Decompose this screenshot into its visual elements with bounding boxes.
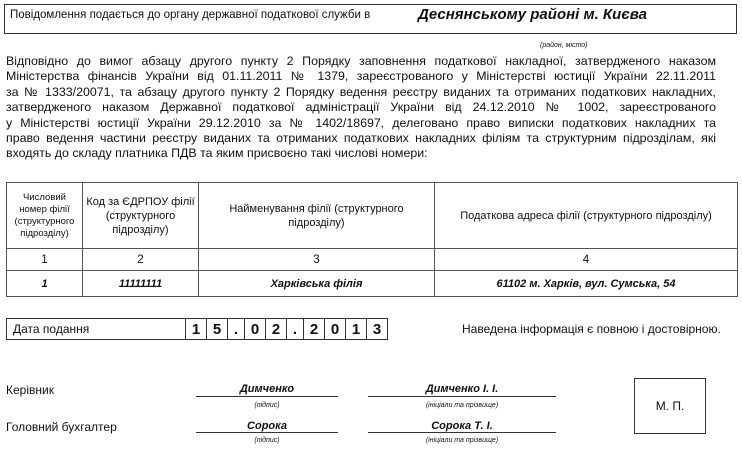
director-name-line — [368, 396, 556, 397]
director-name: Димченко І. І. — [425, 383, 499, 395]
director-signature-caption: (підпис) — [254, 402, 280, 409]
paragraph-line: у Міністерстві юстиції України 29.12.2010 за № 1402/18697, делеговано право виписки податкових накладних та — [6, 115, 716, 130]
director-signature-line — [196, 396, 338, 397]
branches-table — [6, 182, 738, 297]
director-signature: Димченко — [239, 383, 295, 395]
paragraph-line: за № 1333/20071, та абзацу другого пункту 2 Порядку ведення реєстру виданих та отриманих податкових накладних, — [6, 84, 716, 99]
table-header-row — [7, 183, 738, 249]
tax-office-caption: (район, місто) — [540, 42, 588, 49]
delegation-paragraph — [6, 54, 716, 162]
table-row — [7, 271, 738, 297]
paragraph-line: затвердженого наказом Державної податкової адміністрації України від 24.12.2010 № 1002, зареєстрованого — [6, 100, 716, 115]
date-cell: 2 — [266, 318, 287, 340]
confirmation-text: Наведена інформація є повною і достовірною. — [462, 322, 721, 336]
table-column-numbers-row — [7, 249, 738, 271]
column-number: 1 — [7, 249, 83, 271]
date-separator: . — [287, 318, 304, 340]
column-number: 4 — [435, 249, 738, 271]
header-edrpou-code: Код за ЄДРПОУ філії (структурного підрозділу) — [83, 183, 199, 249]
column-number: 3 — [199, 249, 435, 271]
branch-address-cell: 61102 м. Харків, вул. Сумська, 54 — [435, 271, 738, 297]
paragraph-line: Відповідно до вимог абзацу другого пункту 2 Порядку заповнення податкової накладної, затвердженого наказом — [6, 54, 716, 68]
date-cell: 1 — [346, 318, 367, 340]
paragraph-line: Міністерства фінансів України від 01.11.2011 № 1379, зареєстрованого у Міністерстві юстиції України 22.11.2011 — [6, 69, 716, 84]
column-number: 2 — [83, 249, 199, 271]
paragraph-line: право ведення частини реєстру виданих та отриманих податкових накладних філіям та структурним підрозділам, які — [6, 131, 716, 146]
date-cell: 0 — [245, 318, 266, 340]
stamp-label: М. П. — [655, 399, 685, 413]
accountant-signature-line — [196, 432, 338, 433]
tax-office-value: Деснянському районі м. Києва — [418, 6, 647, 23]
submission-date-label: Дата подання — [13, 322, 90, 336]
edrpou-code-cell: 11111111 — [83, 271, 199, 297]
director-role: Керівник — [6, 383, 54, 397]
submission-date-cells — [186, 318, 388, 340]
accountant-role: Головний бухгалтер — [6, 420, 117, 434]
date-separator: . — [228, 318, 245, 340]
header-branch-address: Податкова адреса філії (структурного підрозділу) — [435, 183, 738, 249]
date-cell: 3 — [367, 318, 388, 340]
accountant-name-line — [368, 432, 556, 433]
accountant-signature: Сорока — [247, 420, 287, 432]
director-name-caption: (ініціали та прізвище) — [425, 402, 499, 409]
date-cell: 0 — [325, 318, 346, 340]
branch-number-cell: 1 — [7, 271, 83, 297]
header-branch-name: Найменування філії (структурного підрозділу) — [199, 183, 435, 249]
date-cell: 5 — [207, 318, 228, 340]
tax-office-label: Повідомлення подається до органу державної податкової служби в — [10, 9, 371, 21]
paragraph-line: входять до складу платника ПДВ та яким присвоєно такі числові номери: — [6, 146, 428, 161]
accountant-name: Сорока Т. І. — [431, 420, 493, 432]
date-cell: 2 — [304, 318, 325, 340]
header-branch-number: Числовий номер філії (структурного підрозділу) — [7, 183, 83, 249]
accountant-name-caption: (ініціали та прізвище) — [425, 437, 499, 444]
accountant-signature-caption: (підпис) — [254, 437, 280, 444]
stamp-placeholder — [634, 378, 706, 434]
date-cell: 1 — [186, 318, 207, 340]
branch-name-cell: Харківська філія — [199, 271, 435, 297]
